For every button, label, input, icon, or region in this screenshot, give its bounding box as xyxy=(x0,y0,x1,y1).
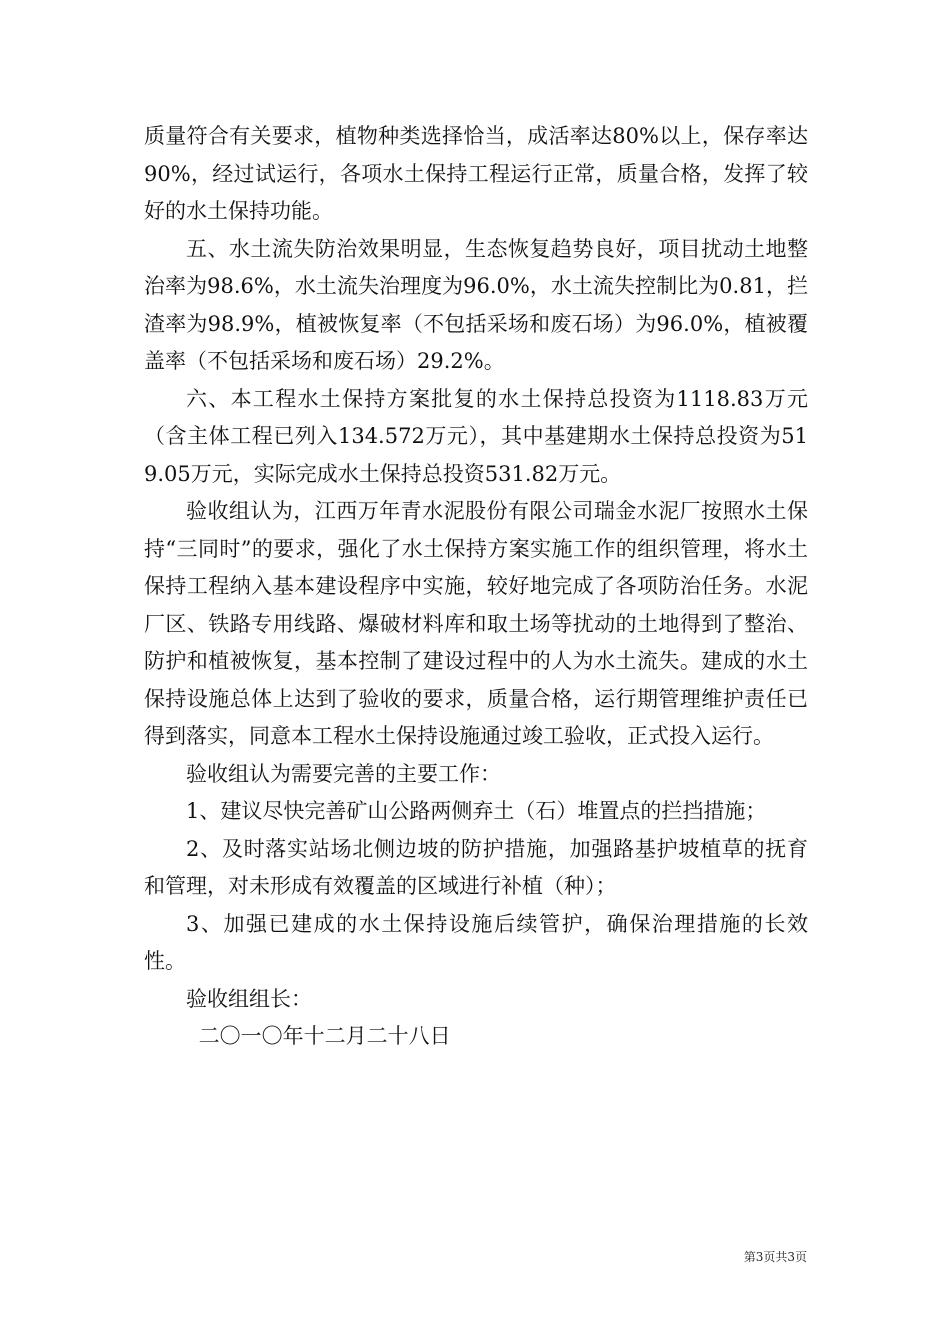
page-indicator: 第3页共3页 xyxy=(743,1250,807,1264)
paragraph-improvement-2: 2、及时落实站场北侧边坡的防护措施，加强路基护坡植草的抚育和管理，对未形成有效覆盖的区域进行补植（种）； xyxy=(144,836,808,898)
paragraph-item-six: 六、本工程水土保持方案批复的水土保持总投资为1118.83万元（含主体工程已列入134.572万元），其中基建期水土保持总投资为519.05万元，实际完成水土保持总投资531.82万元。 xyxy=(144,386,808,486)
paragraph-conclusion: 验收组认为，江西万年青水泥股份有限公司瑞金水泥厂按照水土保持“三同时”的要求，强化了水土保持方案实施工作的组织管理，将水土保持工程纳入基本建设程序中实施，较好地完成了各项防治任务。水泥厂区、铁路专用线路、爆破材料库和取土场等扰动的土地得到了整治、防护和植被恢复，基本控制了建设过程中的人为水土流失。建成的水土保持设施总体上达到了验收的要求，质量合格，运行期管理维护责任已得到落实，同意本工程水土保持设施通过竣工验收，正式投入运行。 xyxy=(144,499,808,748)
document-date: 二〇一〇年十二月二十八日 xyxy=(198,1024,451,1048)
document-body xyxy=(144,118,808,1056)
paragraph-item-five: 五、水土流失防治效果明显，生态恢复趋势良好，项目扰动土地整治率为98.6%，水土流失治理度为96.0%，水土流失控制比为0.81，拦渣率为98.9%，植被恢复率（不包括采场和废石场）为96.0%，植被覆盖率（不包括采场和废石场）29.2%。 xyxy=(144,236,808,373)
paragraph-improvement-3: 3、加强已建成的水土保持设施后续管护，确保治理措施的长效性。 xyxy=(144,911,808,973)
paragraph-improvement-heading: 验收组认为需要完善的主要工作： xyxy=(186,761,501,786)
signature-label: 验收组组长： xyxy=(186,986,312,1011)
paragraph-improvement-1: 1、建议尽快完善矿山公路两侧弃土（石）堆置点的拦挡措施； xyxy=(186,799,767,823)
paragraph-continuation: 质量符合有关要求，植物种类选择恰当，成活率达80%以上，保存率达90%，经过试运行，各项水土保持工程运行正常，质量合格，发挥了较好的水土保持功能。 xyxy=(144,124,808,223)
